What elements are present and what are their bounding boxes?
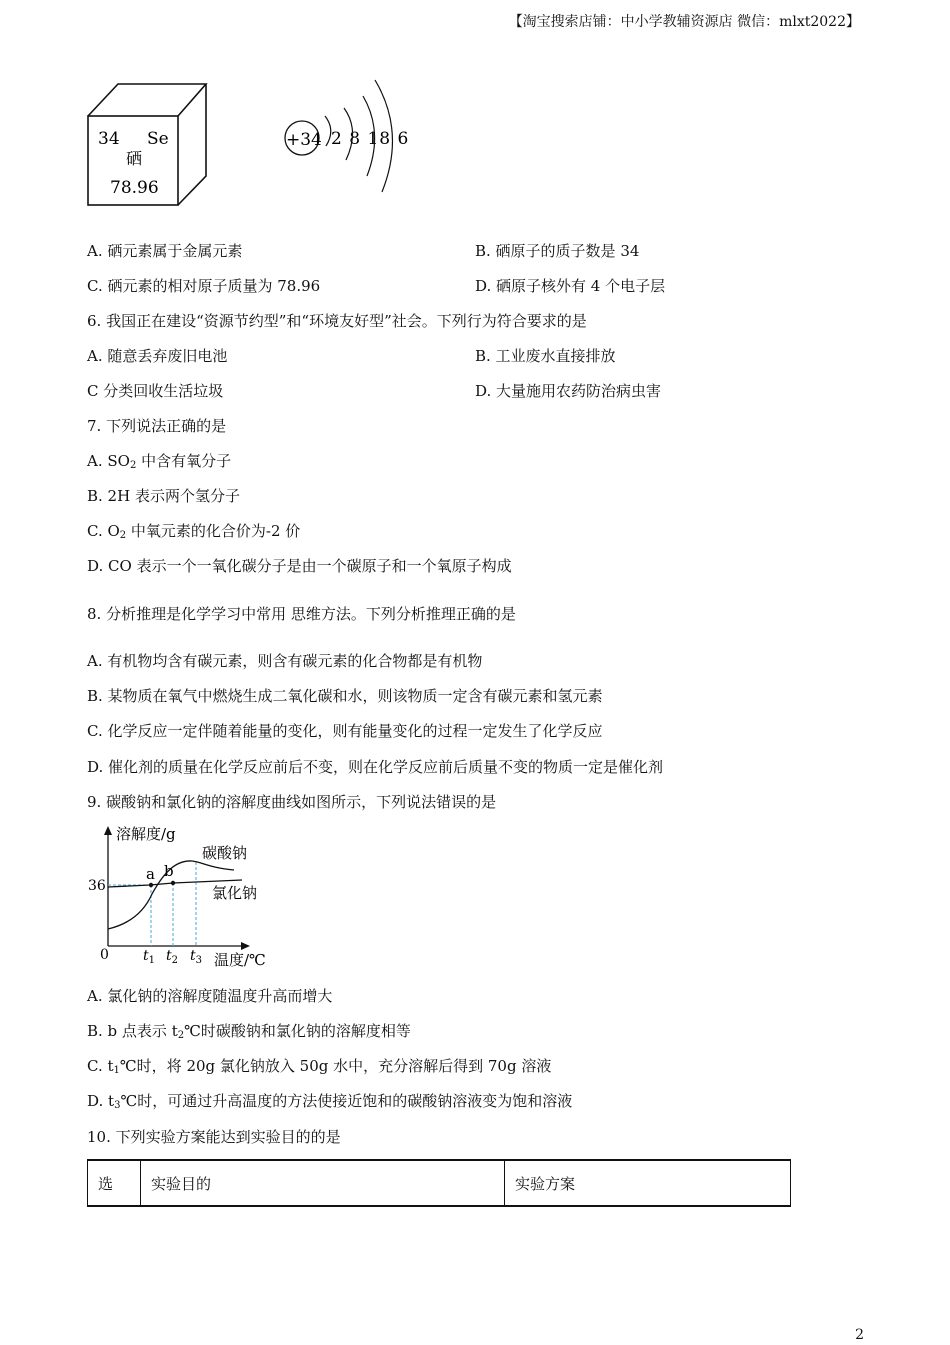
point-a (149, 883, 153, 887)
q7-option-c: C. $O_2$ 中氧元素的化合价为-2 价 (87, 522, 301, 541)
q9-option-d: D. $t_3℃$时，可通过升高温度的方法使接近饱和的碳酸钠溶液变为饱和溶液 (87, 1092, 573, 1111)
q5-option-d: D. 硒原子核外有 4 个电子层 (475, 277, 666, 295)
element-name: 硒 (126, 149, 143, 168)
page-header: 【淘宝搜索店铺：中小学教辅资源店 微信：mlxt2022】 (508, 14, 860, 30)
q6-option-c: C 分类回收生活垃圾 (87, 382, 224, 400)
q6-stem: 6. 我国正在建设“资源节约型”和“环境友好型”社会。下列行为符合要求的是 (87, 312, 587, 330)
table-row (88, 1160, 791, 1206)
na2co3-label: 碳酸钠 (202, 844, 248, 862)
q8-option-d: D. 催化剂的质量在化学反应前后不变，则在化学反应前后质量不变的物质一定是催化剂 (87, 758, 664, 776)
origin-label: 0 (100, 947, 109, 963)
q8-option-b: B. 某物质在氧气中燃烧生成二氧化碳和水，则该物质一定含有碳元素和氢元素 (87, 687, 603, 705)
q9-option-b: B. b 点表示 $t_2℃$时碳酸钠和氯化钠的溶解度相等 (87, 1022, 411, 1041)
q9-option-c: C. $t_1℃$时，将 20g 氯化钠放入 50g 水中，充分溶解后得到 70g 溶液 (87, 1057, 552, 1076)
x-axis-label: 温度/℃ (214, 951, 266, 969)
q7-stem: 7. 下列说法正确的是 (87, 417, 227, 435)
point-b (171, 881, 175, 885)
experiment-table (87, 1159, 791, 1207)
point-b-label: b (164, 862, 174, 880)
y-axis-arrow-icon (104, 826, 112, 835)
q10-stem: 10. 下列实验方案能达到实验目的的是 (87, 1128, 341, 1146)
element-mass: 78.96 (110, 178, 159, 198)
element-number: 34 (98, 129, 120, 149)
element-symbol: Se (147, 129, 169, 149)
t1-label: $t_1$ (143, 948, 156, 966)
q8-option-c: C. 化学反应一定伴随着能量的变化，则有能量变化的过程一定发生了化学反应 (87, 722, 603, 740)
solubility-graph (84, 822, 284, 972)
q6-option-a: A. 随意丢弃废旧电池 (87, 347, 228, 365)
q8-option-a: A. 有机物均含有碳元素，则含有碳元素的化合物都是有机物 (87, 652, 483, 670)
nucleus-charge: +34 (286, 130, 322, 150)
q5-option-b: B. 硒原子的质子数是 34 (475, 242, 640, 260)
table-header-purpose: 实验目的 (141, 1160, 505, 1206)
x-axis-arrow-icon (241, 942, 250, 950)
nacl-label: 氯化钠 (212, 884, 258, 902)
y-tick-36: 36 (88, 878, 106, 894)
q6-option-d: D. 大量施用农药防治病虫害 (475, 382, 662, 400)
q7-option-b: B. 2H 表示两个氢分子 (87, 487, 240, 505)
y-axis-label: 溶解度/g (116, 825, 176, 843)
point-a-label: a (146, 865, 155, 883)
table-header-option: 选 (88, 1160, 141, 1206)
q7-option-d: D. CO 表示一个一氧化碳分子是由一个碳原子和一个氧原子构成 (87, 557, 512, 575)
q6-option-b: B. 工业废水直接排放 (475, 347, 616, 365)
t3-label: $t_3$ (190, 948, 203, 966)
q5-option-c: C. 硒元素的相对原子质量为 78.96 (87, 277, 321, 295)
page-number: 2 (855, 1327, 864, 1343)
q8-stem: 8. 分析推理是化学学习中常用 思维方法。下列分析推理正确的是 (87, 605, 516, 623)
q9-stem: 9. 碳酸钠和氯化钠的溶解度曲线如图所示，下列说法错误的是 (87, 793, 497, 811)
electron-shells: 2 8 18 6 (331, 129, 410, 149)
table-header-plan: 实验方案 (505, 1160, 791, 1206)
selenium-figure (80, 72, 410, 212)
t2-label: $t_2$ (166, 948, 179, 966)
q7-option-a: A. $SO_2$ 中含有氧分子 (87, 452, 232, 471)
q9-option-a: A. 氯化钠的溶解度随温度升高而增大 (87, 987, 333, 1005)
q5-option-a: A. 硒元素属于金属元素 (87, 242, 243, 260)
